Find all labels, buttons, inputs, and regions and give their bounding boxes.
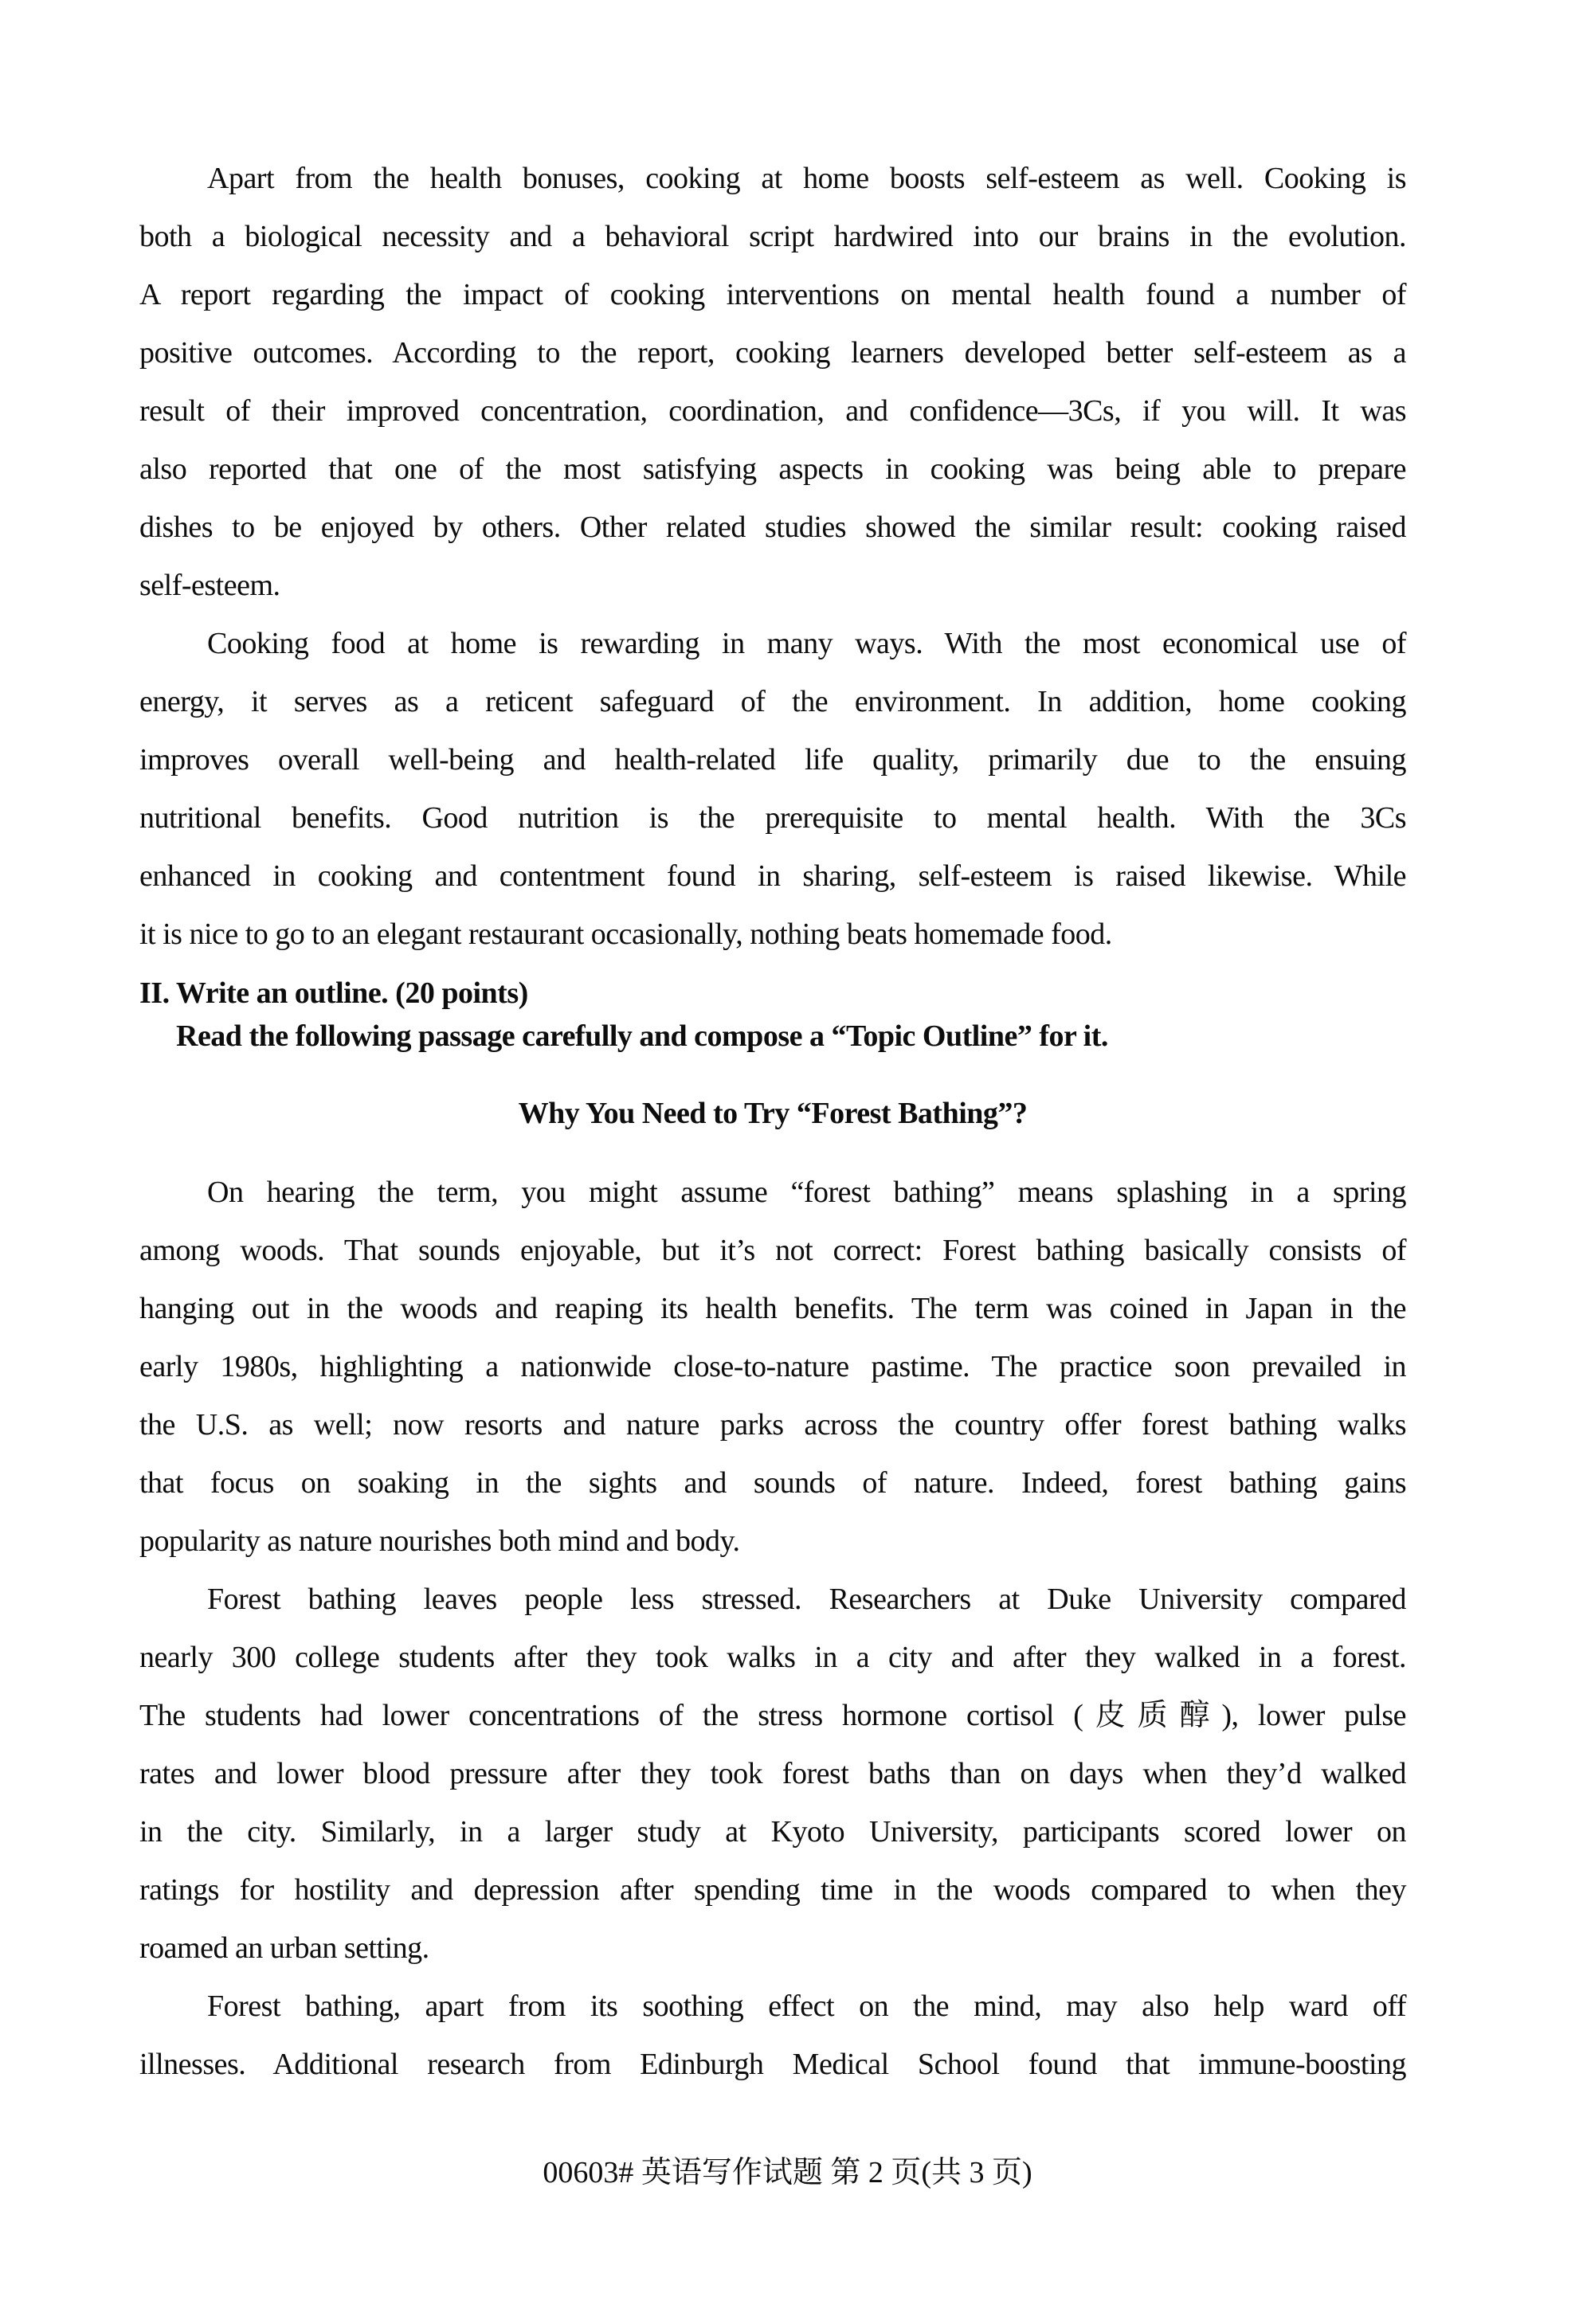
cooking-passage-section xyxy=(139,150,1406,964)
text-line: roamed an urban setting. xyxy=(139,1931,429,1965)
text-line: The students had lower concentrations of the stress hormone cortisol (皮质醇), lower pulse xyxy=(139,1699,1406,1732)
text-line: enhanced in cooking and contentment found in sharing, self-esteem is raised likewise. While xyxy=(139,859,1406,893)
text-line: A report regarding the impact of cooking interventions on mental health found a number of xyxy=(139,278,1406,311)
text-line: among woods. That sounds enjoyable, but it’s not correct: Forest bathing basically consists of xyxy=(139,1234,1406,1267)
text-line: positive outcomes. According to the report, cooking learners developed better self-esteem as a xyxy=(139,336,1406,370)
text-line: it is nice to go to an elegant restaurant occasionally, nothing beats homemade food. xyxy=(139,917,1112,951)
text-line: energy, it serves as a reticent safeguard of the environment. In addition, home cooking xyxy=(139,685,1406,718)
forest-passage-section xyxy=(139,1164,1406,2094)
text-line: On hearing the term, you might assume “forest bathing” means splashing in a spring xyxy=(207,1176,1406,1209)
section2-heading: II. Write an outline. (20 points) xyxy=(139,976,528,1010)
page-footer: 00603# 英语写作试题 第 2 页(共 3 页) xyxy=(543,2156,1032,2189)
text-line: nearly 300 college students after they took walks in a city and after they walked in a forest. xyxy=(139,1641,1406,1674)
text-line: the U.S. as well; now resorts and nature parks across the country offer forest bathing walks xyxy=(139,1408,1406,1442)
text-line: popularity as nature nourishes both mind and body. xyxy=(139,1524,740,1558)
paragraph xyxy=(139,1164,1406,1571)
paragraph xyxy=(139,1571,1406,1978)
text-line: dishes to be enjoyed by others. Other related studies showed the similar result: cooking raised xyxy=(139,511,1406,544)
passage-title: Why You Need to Try “Forest Bathing”? xyxy=(518,1097,1028,1130)
paragraph xyxy=(139,615,1406,964)
text-line: ratings for hostility and depression after spending time in the woods compared to when they xyxy=(139,1873,1406,1907)
text-line: early 1980s, highlighting a nationwide close-to-nature pastime. The practice soon prevailed in xyxy=(139,1350,1406,1383)
page-content xyxy=(139,150,1406,2094)
text-line: self-esteem. xyxy=(139,569,280,602)
text-line: both a biological necessity and a behavioral script hardwired into our brains in the evolution. xyxy=(139,220,1406,253)
text-line: result of their improved concentration, coordination, and confidence—3Cs, if you will. It was xyxy=(139,394,1406,428)
text-line: Forest bathing leaves people less stressed. Researchers at Duke University compared xyxy=(207,1583,1406,1616)
text-line: illnesses. Additional research from Edinburgh Medical School found that immune-boosting xyxy=(139,2048,1406,2081)
text-line: Apart from the health bonuses, cooking at home boosts self-esteem as well. Cooking is xyxy=(207,162,1406,195)
text-line: hanging out in the woods and reaping its health benefits. The term was coined in Japan in the xyxy=(139,1292,1406,1325)
text-line: Forest bathing, apart from its soothing effect on the mind, may also help ward off xyxy=(207,1989,1406,2023)
text-line: also reported that one of the most satisfying aspects in cooking was being able to prepare xyxy=(139,452,1406,486)
paragraph xyxy=(139,150,1406,615)
text-line: Cooking food at home is rewarding in many ways. With the most economical use of xyxy=(207,627,1406,660)
text-line: in the city. Similarly, in a larger study at Kyoto University, participants scored lower on xyxy=(139,1815,1406,1849)
text-line: that focus on soaking in the sights and sounds of nature. Indeed, forest bathing gains xyxy=(139,1466,1406,1500)
paragraph xyxy=(139,1978,1406,2094)
text-line: rates and lower blood pressure after they took forest baths than on days when they’d walked xyxy=(139,1757,1406,1790)
section2-instruction: Read the following passage carefully and compose a “Topic Outline” for it. xyxy=(176,1019,1108,1053)
text-line: nutritional benefits. Good nutrition is the prerequisite to mental health. With the 3Cs xyxy=(139,801,1406,835)
text-line: improves overall well-being and health-related life quality, primarily due to the ensuing xyxy=(139,743,1406,777)
